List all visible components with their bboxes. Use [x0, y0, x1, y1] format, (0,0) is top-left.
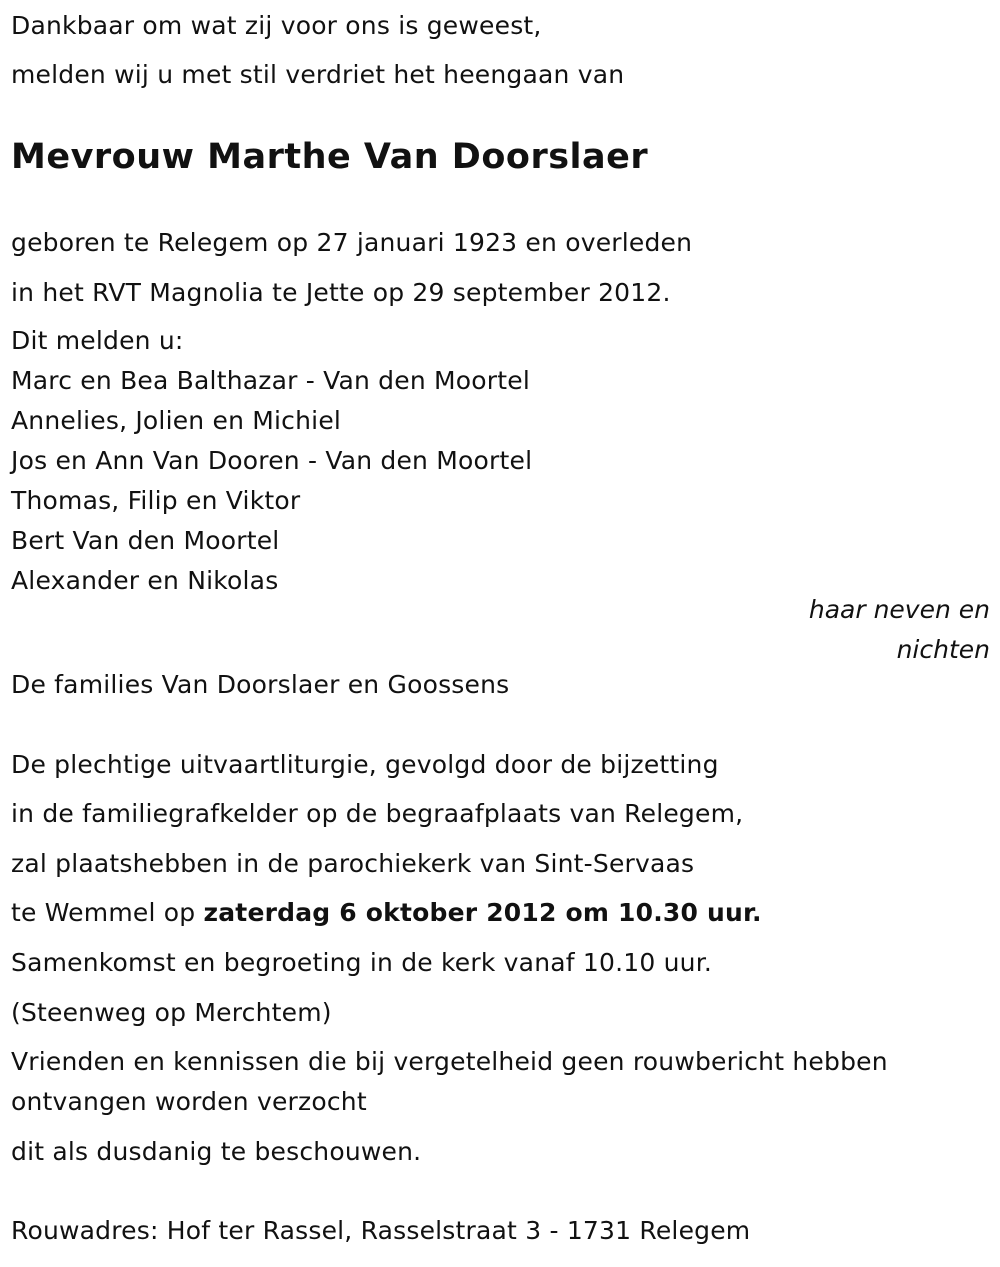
relation-label — [770, 590, 990, 670]
relation-line-2: nichten — [896, 635, 990, 664]
service-line-1: De plechtige uitvaartliturgie, gevolgd door de bijzetting — [11, 750, 719, 779]
relation-line-1: haar neven en — [808, 595, 990, 624]
service-line-3: zal plaatshebben in de parochiekerk van Sint-Servaas — [11, 849, 695, 878]
announcer-name: Alexander en Nikolas — [11, 566, 279, 595]
birth-death-line-2: in het RVT Magnolia te Jette op 29 september 2012. — [11, 278, 671, 307]
service-date-time: zaterdag 6 oktober 2012 om 10.30 uur. — [203, 898, 762, 927]
birth-death-line-1: geboren te Relegem op 27 januari 1923 en overleden — [11, 228, 693, 257]
gathering-line: Samenkomst en begroeting in de kerk vanaf 10.10 uur. — [11, 948, 713, 977]
announcer-name: Bert Van den Moortel — [11, 526, 280, 555]
families-line: De families Van Doorslaer en Goossens — [11, 670, 510, 699]
notice-line-1: Vrienden en kennissen die bij vergetelheid geen rouwbericht hebben — [11, 1047, 888, 1076]
announcers-heading: Dit melden u: — [11, 326, 184, 355]
announcer-name: Jos en Ann Van Dooren - Van den Moortel — [11, 446, 533, 475]
deceased-name: Mevrouw Marthe Van Doorslaer — [11, 137, 649, 177]
intro-line-2: melden wij u met stil verdriet het heengaan van — [11, 60, 625, 89]
intro-line-1: Dankbaar om wat zij voor ons is geweest, — [11, 11, 542, 40]
notice-line-2: ontvangen worden verzocht — [11, 1087, 367, 1116]
notice-line-3: dit als dusdanig te beschouwen. — [11, 1137, 422, 1166]
service-date-prefix: te Wemmel op — [11, 898, 204, 927]
announcer-name: Marc en Bea Balthazar - Van den Moortel — [11, 366, 530, 395]
service-line-2: in de familiegrafkelder op de begraafplaats van Relegem, — [11, 799, 744, 828]
announcer-name: Thomas, Filip en Viktor — [11, 486, 301, 515]
announcer-name: Annelies, Jolien en Michiel — [11, 406, 342, 435]
service-date-line — [11, 898, 762, 928]
mourning-address: Rouwadres: Hof ter Rassel, Rasselstraat 3 - 1731 Relegem — [11, 1216, 751, 1245]
church-address-line: (Steenweg op Merchtem) — [11, 998, 332, 1027]
